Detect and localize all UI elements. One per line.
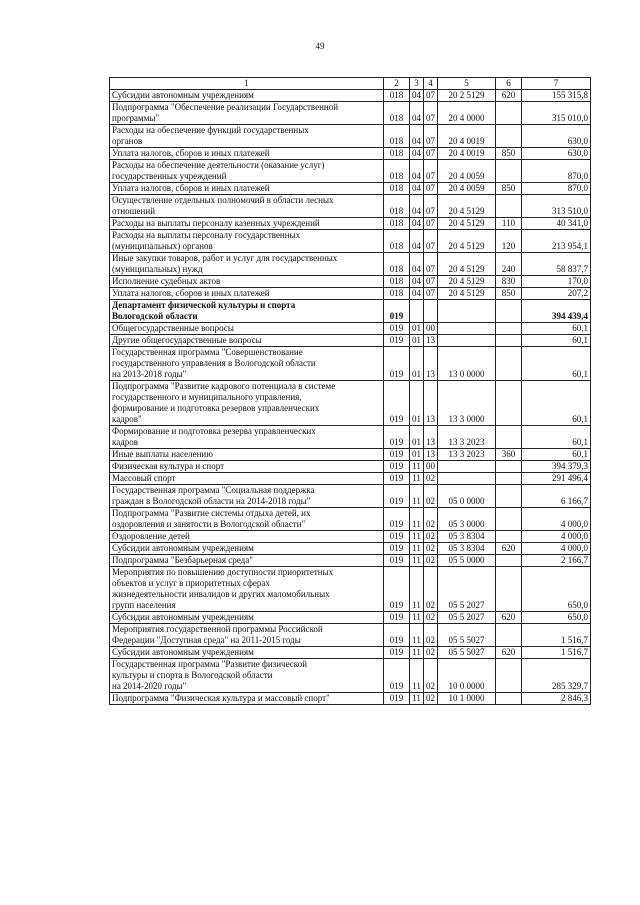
header-row [110,78,591,90]
table-row [110,148,591,160]
item-name: Формирование и подготовка резерва управленческих кадров [110,426,384,449]
item-name: Другие общегосударственные вопросы [110,335,384,347]
item-name: Субсидии автономным учреждениям [110,647,384,659]
subsection-code: 02 [424,567,438,612]
amount: 40 341,0 [522,218,591,230]
subsection-code: 07 [424,288,438,300]
item-name: Подпрограмма "Безбарьерная среда" [110,555,384,567]
amount: 213 954,1 [522,230,591,253]
table-row [110,183,591,195]
table-row [110,381,591,426]
target-article-code: 20 4 5129 [438,230,496,253]
section-code: 11 [410,543,424,555]
subsection-code: 02 [424,693,438,705]
amount: 6 166,7 [522,485,591,508]
table-row [110,218,591,230]
expense-type-code: 620 [496,90,522,102]
expense-type-code [496,531,522,543]
target-article-code: 10 0 0000 [438,659,496,693]
section-code: 11 [410,485,424,508]
table-row [110,567,591,612]
section-code: 01 [410,347,424,381]
subsection-code: 07 [424,160,438,183]
table-row [110,276,591,288]
target-article-code: 20 4 5129 [438,253,496,276]
section-code: 01 [410,335,424,347]
ministry-code: 018 [384,125,410,148]
amount: 2 166,7 [522,555,591,567]
ministry-code: 018 [384,102,410,125]
header-cell: 7 [522,78,591,90]
table-row [110,230,591,253]
subsection-code: 13 [424,381,438,426]
subsection-code: 07 [424,90,438,102]
target-article-code: 05 5 0000 [438,555,496,567]
ministry-code: 019 [384,624,410,647]
target-article-code: 20 4 5129 [438,288,496,300]
expense-type-code [496,659,522,693]
table-row [110,485,591,508]
subsection-code: 02 [424,531,438,543]
section-code: 01 [410,449,424,461]
item-name: Расходы на обеспечение деятельности (оказание услуг) государственных учреждений [110,160,384,183]
item-name: Массовый спорт [110,473,384,485]
item-name: Физическая культура и спорт [110,461,384,473]
ministry-code: 019 [384,555,410,567]
item-name: Расходы на обеспечение функций государственных органов [110,125,384,148]
section-code: 04 [410,288,424,300]
ministry-code: 019 [384,381,410,426]
section-code: 11 [410,624,424,647]
section-code: 11 [410,612,424,624]
header-cell: 6 [496,78,522,90]
header-cell: 2 [384,78,410,90]
ministry-code: 018 [384,195,410,218]
table-row [110,449,591,461]
subsection-code: 07 [424,183,438,195]
section-code: 11 [410,508,424,531]
subsection-code: 07 [424,148,438,160]
subsection-code: 02 [424,543,438,555]
item-name: Подпрограмма "Физическая культура и массовый спорт" [110,693,384,705]
table-row [110,160,591,183]
header-cell: 4 [424,78,438,90]
table-row [110,253,591,276]
subsection-code: 13 [424,426,438,449]
section-code: 04 [410,183,424,195]
subsection-code: 02 [424,473,438,485]
target-article-code [438,461,496,473]
expense-type-code: 850 [496,148,522,160]
ministry-code: 018 [384,288,410,300]
section-code: 11 [410,531,424,543]
ministry-code: 019 [384,323,410,335]
target-article-code: 05 3 0000 [438,508,496,531]
amount: 4 000,0 [522,543,591,555]
expense-type-code [496,508,522,531]
ministry-code: 019 [384,335,410,347]
target-article-code: 13 3 2023 [438,449,496,461]
section-code: 01 [410,426,424,449]
expense-type-code: 620 [496,612,522,624]
item-name: Уплата налогов, сборов и иных платежей [110,288,384,300]
amount: 394 379,3 [522,461,591,473]
item-name: Субсидии автономным учреждениям [110,90,384,102]
table-row [110,195,591,218]
section-code: 04 [410,253,424,276]
section-code: 04 [410,230,424,253]
target-article-code: 05 5 5027 [438,647,496,659]
budget-table [109,77,591,705]
target-article-code: 20 2 5129 [438,90,496,102]
expense-type-code [496,426,522,449]
target-article-code: 20 4 0059 [438,183,496,195]
target-article-code: 05 3 8304 [438,531,496,543]
ministry-code: 018 [384,276,410,288]
section-code: 04 [410,195,424,218]
subsection-code: 07 [424,230,438,253]
ministry-code: 019 [384,300,410,323]
amount: 870,0 [522,160,591,183]
table-row [110,323,591,335]
ministry-code: 019 [384,531,410,543]
target-article-code: 05 5 2027 [438,567,496,612]
amount: 60,1 [522,426,591,449]
amount: 60,1 [522,323,591,335]
expense-type-code: 850 [496,288,522,300]
expense-type-code: 240 [496,253,522,276]
subsection-code: 02 [424,555,438,567]
subsection-code: 07 [424,195,438,218]
amount: 58 837,7 [522,253,591,276]
target-article-code: 20 4 0019 [438,148,496,160]
item-name: Мероприятия государственной программы Российской Федерации "Доступная среда" на 2011-2015 годы [110,624,384,647]
section-code: 04 [410,276,424,288]
subsection-code: 02 [424,485,438,508]
ministry-code: 019 [384,461,410,473]
target-article-code: 05 5 2027 [438,612,496,624]
section-code: 04 [410,148,424,160]
section-code: 11 [410,473,424,485]
ministry-code: 019 [384,612,410,624]
expense-type-code [496,323,522,335]
table-row [110,125,591,148]
table-row [110,300,591,323]
target-article-code: 13 0 0000 [438,347,496,381]
table-row [110,647,591,659]
target-article-code: 20 4 5129 [438,276,496,288]
amount: 4 000,0 [522,531,591,543]
subsection-code: 02 [424,659,438,693]
item-name: Расходы на выплаты персоналу казенных учреждений [110,218,384,230]
target-article-code: 20 4 0059 [438,160,496,183]
amount: 630,0 [522,148,591,160]
target-article-code: 20 4 5129 [438,195,496,218]
subsection-code: 13 [424,347,438,381]
table-row [110,335,591,347]
expense-type-code: 850 [496,183,522,195]
expense-type-code: 620 [496,647,522,659]
subsection-code: 07 [424,218,438,230]
target-article-code [438,335,496,347]
subsection-code: 07 [424,125,438,148]
subsection-code: 07 [424,276,438,288]
section-code: 11 [410,647,424,659]
ministry-code: 019 [384,473,410,485]
amount: 291 496,4 [522,473,591,485]
ministry-code: 019 [384,347,410,381]
item-name: Субсидии автономным учреждениям [110,543,384,555]
subsection-code: 07 [424,253,438,276]
amount: 650,0 [522,567,591,612]
expense-type-code [496,485,522,508]
item-name: Подпрограмма "Развитие системы отдыха детей, их оздоровления и занятости в Вологодской области" [110,508,384,531]
section-code: 04 [410,90,424,102]
item-name: Государственная программа "Совершенствование государственного управления в Вологодской области на 2013-2018 годы" [110,347,384,381]
target-article-code: 20 4 0019 [438,125,496,148]
expense-type-code [496,102,522,125]
amount: 155 315,8 [522,90,591,102]
expense-type-code: 360 [496,449,522,461]
amount: 650,0 [522,612,591,624]
ministry-code: 019 [384,567,410,612]
item-name: Иные закупки товаров, работ и услуг для государственных (муниципальных) нужд [110,253,384,276]
amount: 4 000,0 [522,508,591,531]
table-row [110,659,591,693]
header-cell: 3 [410,78,424,90]
subsection-code: 02 [424,612,438,624]
section-code: 04 [410,218,424,230]
item-name: Подпрограмма "Развитие кадрового потенциала в системе государственного и муниципального управления, формирование и подготовка резервов управленческих кадров" [110,381,384,426]
table-row [110,693,591,705]
ministry-code: 019 [384,659,410,693]
table-row [110,555,591,567]
expense-type-code [496,160,522,183]
ministry-code: 018 [384,218,410,230]
expense-type-code: 620 [496,543,522,555]
expense-type-code: 830 [496,276,522,288]
target-article-code: 05 5 5027 [438,624,496,647]
amount: 394 439,4 [522,300,591,323]
section-code: 11 [410,567,424,612]
amount: 60,1 [522,335,591,347]
item-name: Департамент физической культуры и спорта Вологодской области [110,300,384,323]
expense-type-code: 120 [496,230,522,253]
table-row [110,543,591,555]
amount: 285 329,7 [522,659,591,693]
ministry-code: 019 [384,647,410,659]
item-name: Субсидии автономным учреждениям [110,612,384,624]
target-article-code: 05 3 8304 [438,543,496,555]
ministry-code: 019 [384,485,410,508]
amount: 60,1 [522,449,591,461]
table-row [110,102,591,125]
table-row [110,347,591,381]
table-row [110,531,591,543]
item-name: Общегосударственные вопросы [110,323,384,335]
amount: 1 516,7 [522,624,591,647]
subsection-code: 07 [424,102,438,125]
item-name: Осуществление отдельных полномочий в области лесных отношений [110,195,384,218]
ministry-code: 019 [384,543,410,555]
item-name: Оздоровление детей [110,531,384,543]
section-code: 04 [410,125,424,148]
item-name: Уплата налогов, сборов и иных платежей [110,183,384,195]
target-article-code: 05 0 0000 [438,485,496,508]
target-article-code: 13 3 2023 [438,426,496,449]
subsection-code: 13 [424,449,438,461]
subsection-code: 13 [424,335,438,347]
section-code: 11 [410,461,424,473]
expense-type-code [496,125,522,148]
item-name: Расходы на выплаты персоналу государственных (муниципальных) органов [110,230,384,253]
target-article-code: 13 3 0000 [438,381,496,426]
ministry-code: 019 [384,693,410,705]
section-code: 11 [410,693,424,705]
amount: 60,1 [522,381,591,426]
subsection-code [424,300,438,323]
amount: 315 010,0 [522,102,591,125]
amount: 170,0 [522,276,591,288]
target-article-code: 20 4 0000 [438,102,496,125]
ministry-code: 018 [384,90,410,102]
subsection-code: 02 [424,647,438,659]
ministry-code: 018 [384,148,410,160]
target-article-code: 20 4 5129 [438,218,496,230]
expense-type-code [496,555,522,567]
header-cell: 5 [438,78,496,90]
item-name: Государственная программа "Социальная поддержка граждан в Вологодской области на 2014-2018 годы" [110,485,384,508]
amount: 1 516,7 [522,647,591,659]
expense-type-code [496,347,522,381]
table-row [110,612,591,624]
expense-type-code [496,461,522,473]
section-code: 01 [410,323,424,335]
amount: 60,1 [522,347,591,381]
header-cell: 1 [110,78,384,90]
expense-type-code [496,624,522,647]
section-code: 04 [410,102,424,125]
table-row [110,288,591,300]
expense-type-code [496,335,522,347]
target-article-code [438,323,496,335]
item-name: Иные выплаты населению [110,449,384,461]
item-name: Подпрограмма "Обеспечение реализации Государственной программы" [110,102,384,125]
subsection-code: 02 [424,508,438,531]
table-row [110,473,591,485]
table-row [110,624,591,647]
table-row [110,90,591,102]
section-code: 11 [410,555,424,567]
section-code: 01 [410,381,424,426]
table-row [110,426,591,449]
item-name: Государственная программа "Развитие физической культуры и спорта в Вологодской области на 2014-2020 годы" [110,659,384,693]
expense-type-code [496,473,522,485]
expense-type-code [496,567,522,612]
ministry-code: 018 [384,253,410,276]
section-code: 04 [410,160,424,183]
amount: 870,0 [522,183,591,195]
amount: 207,2 [522,288,591,300]
target-article-code [438,300,496,323]
expense-type-code: 110 [496,218,522,230]
expense-type-code [496,195,522,218]
ministry-code: 019 [384,426,410,449]
item-name: Исполнение судебных актов [110,276,384,288]
amount: 2 846,3 [522,693,591,705]
ministry-code: 019 [384,449,410,461]
ministry-code: 018 [384,160,410,183]
page-number: 49 [315,41,325,51]
section-code [410,300,424,323]
item-name: Уплата налогов, сборов и иных платежей [110,148,384,160]
table-row [110,508,591,531]
subsection-code: 02 [424,624,438,647]
section-code: 11 [410,659,424,693]
table-row [110,461,591,473]
amount: 630,0 [522,125,591,148]
ministry-code: 018 [384,183,410,195]
ministry-code: 018 [384,230,410,253]
target-article-code: 10 1 0000 [438,693,496,705]
item-name: Мероприятия по повышению доступности приоритетных объектов и услуг в приоритетных сферах жизнедеятельности инвалидов и других маломобильных групп населения [110,567,384,612]
subsection-code: 00 [424,323,438,335]
amount: 313 510,0 [522,195,591,218]
expense-type-code [496,381,522,426]
expense-type-code [496,300,522,323]
expense-type-code [496,693,522,705]
ministry-code: 019 [384,508,410,531]
subsection-code: 00 [424,461,438,473]
target-article-code [438,473,496,485]
